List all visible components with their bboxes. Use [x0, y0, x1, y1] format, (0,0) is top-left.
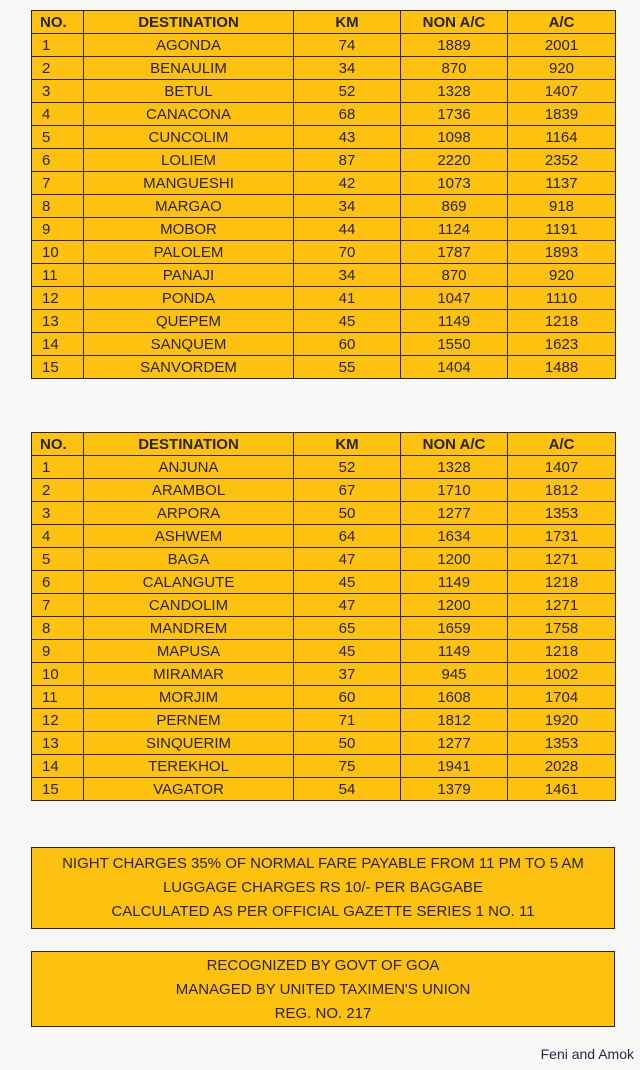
km-cell: 45	[294, 571, 401, 594]
header-ac: A/C	[508, 11, 616, 34]
north-fare-table	[31, 432, 616, 801]
non-ac-fare-cell: 945	[401, 663, 508, 686]
non-ac-fare-cell: 1550	[401, 333, 508, 356]
table-row	[32, 356, 616, 379]
row-number: 11	[32, 264, 84, 287]
destination-cell: ARAMBOL	[84, 479, 294, 502]
table-row	[32, 525, 616, 548]
table-row	[32, 218, 616, 241]
ac-fare-cell: 1488	[508, 356, 616, 379]
km-cell: 41	[294, 287, 401, 310]
destination-cell: MAPUSA	[84, 640, 294, 663]
destination-cell: MANGUESHI	[84, 172, 294, 195]
destination-cell: LOLIEM	[84, 149, 294, 172]
ac-fare-cell: 2352	[508, 149, 616, 172]
non-ac-fare-cell: 1710	[401, 479, 508, 502]
km-cell: 47	[294, 594, 401, 617]
destination-cell: PALOLEM	[84, 241, 294, 264]
header-no: NO.	[32, 433, 84, 456]
km-cell: 71	[294, 709, 401, 732]
row-number: 14	[32, 755, 84, 778]
km-cell: 37	[294, 663, 401, 686]
non-ac-fare-cell: 1277	[401, 732, 508, 755]
table-row	[32, 310, 616, 333]
table-row	[32, 709, 616, 732]
destination-cell: SANQUEM	[84, 333, 294, 356]
ac-fare-cell: 1407	[508, 456, 616, 479]
destination-cell: PERNEM	[84, 709, 294, 732]
km-cell: 34	[294, 57, 401, 80]
table-row	[32, 732, 616, 755]
ac-fare-cell: 1164	[508, 126, 616, 149]
km-cell: 34	[294, 264, 401, 287]
km-cell: 45	[294, 310, 401, 333]
ac-fare-cell: 1137	[508, 172, 616, 195]
ac-fare-cell: 1353	[508, 732, 616, 755]
table-row	[32, 571, 616, 594]
destination-cell: ASHWEM	[84, 525, 294, 548]
gazette-text: CALCULATED AS PER OFFICIAL GAZETTE SERIES 1 NO. 11	[111, 903, 535, 920]
row-number: 5	[32, 548, 84, 571]
non-ac-fare-cell: 1379	[401, 778, 508, 801]
non-ac-fare-cell: 1149	[401, 640, 508, 663]
non-ac-fare-cell: 1124	[401, 218, 508, 241]
destination-cell: BETUL	[84, 80, 294, 103]
table-row	[32, 172, 616, 195]
km-cell: 43	[294, 126, 401, 149]
destination-cell: CALANGUTE	[84, 571, 294, 594]
ac-fare-cell: 1623	[508, 333, 616, 356]
destination-cell: MOBOR	[84, 218, 294, 241]
row-number: 12	[32, 287, 84, 310]
table-header-row	[32, 433, 616, 456]
table-row	[32, 195, 616, 218]
ac-fare-cell: 1271	[508, 594, 616, 617]
credit-text: Feni and Amok	[540, 1046, 634, 1062]
destination-cell: QUEPEM	[84, 310, 294, 333]
destination-cell: PANAJI	[84, 264, 294, 287]
non-ac-fare-cell: 869	[401, 195, 508, 218]
km-cell: 44	[294, 218, 401, 241]
recognition-text: RECOGNIZED BY GOVT OF GOA	[206, 957, 440, 974]
ac-fare-cell: 1731	[508, 525, 616, 548]
row-number: 8	[32, 617, 84, 640]
ac-fare-cell: 1839	[508, 103, 616, 126]
non-ac-fare-cell: 1787	[401, 241, 508, 264]
row-number: 8	[32, 195, 84, 218]
table-row	[32, 594, 616, 617]
charges-note-box	[31, 847, 615, 929]
table-row	[32, 103, 616, 126]
km-cell: 50	[294, 502, 401, 525]
header-km: KM	[294, 11, 401, 34]
table-row	[32, 502, 616, 525]
km-cell: 74	[294, 34, 401, 57]
row-number: 3	[32, 80, 84, 103]
km-cell: 60	[294, 686, 401, 709]
non-ac-fare-cell: 1200	[401, 548, 508, 571]
non-ac-fare-cell: 1149	[401, 571, 508, 594]
non-ac-fare-cell: 1200	[401, 594, 508, 617]
km-cell: 65	[294, 617, 401, 640]
table-row	[32, 333, 616, 356]
ac-fare-cell: 1893	[508, 241, 616, 264]
destination-cell: SANVORDEM	[84, 356, 294, 379]
ac-fare-cell: 1218	[508, 571, 616, 594]
non-ac-fare-cell: 1073	[401, 172, 508, 195]
table-row	[32, 456, 616, 479]
destination-cell: MARGAO	[84, 195, 294, 218]
ac-fare-cell: 918	[508, 195, 616, 218]
table-row	[32, 80, 616, 103]
non-ac-fare-cell: 1149	[401, 310, 508, 333]
row-number: 14	[32, 333, 84, 356]
table-row	[32, 548, 616, 571]
table-row	[32, 617, 616, 640]
row-number: 9	[32, 640, 84, 663]
row-number: 9	[32, 218, 84, 241]
table-row	[32, 241, 616, 264]
table-row	[32, 264, 616, 287]
destination-cell: ANJUNA	[84, 456, 294, 479]
destination-cell: CANACONA	[84, 103, 294, 126]
table-header-row	[32, 11, 616, 34]
km-cell: 75	[294, 755, 401, 778]
destination-cell: ARPORA	[84, 502, 294, 525]
row-number: 6	[32, 571, 84, 594]
ac-fare-cell: 920	[508, 264, 616, 287]
ac-fare-cell: 1461	[508, 778, 616, 801]
table-row	[32, 778, 616, 801]
table-row	[32, 57, 616, 80]
table-row	[32, 755, 616, 778]
km-cell: 34	[294, 195, 401, 218]
destination-cell: CUNCOLIM	[84, 126, 294, 149]
row-number: 1	[32, 34, 84, 57]
header-destination: DESTINATION	[84, 11, 294, 34]
row-number: 3	[32, 502, 84, 525]
non-ac-fare-cell: 870	[401, 264, 508, 287]
row-number: 13	[32, 732, 84, 755]
night-charges-text: NIGHT CHARGES 35% OF NORMAL FARE PAYABLE FROM 11 PM TO 5 AM	[62, 855, 584, 872]
km-cell: 55	[294, 356, 401, 379]
table-row	[32, 34, 616, 57]
destination-cell: BENAULIM	[84, 57, 294, 80]
non-ac-fare-cell: 870	[401, 57, 508, 80]
row-number: 11	[32, 686, 84, 709]
non-ac-fare-cell: 1634	[401, 525, 508, 548]
south-fare-table	[31, 10, 616, 379]
km-cell: 45	[294, 640, 401, 663]
km-cell: 70	[294, 241, 401, 264]
ac-fare-cell: 920	[508, 57, 616, 80]
km-cell: 47	[294, 548, 401, 571]
non-ac-fare-cell: 2220	[401, 149, 508, 172]
header-km: KM	[294, 433, 401, 456]
row-number: 5	[32, 126, 84, 149]
km-cell: 52	[294, 80, 401, 103]
ac-fare-cell: 1704	[508, 686, 616, 709]
table-row	[32, 686, 616, 709]
ac-fare-cell: 1218	[508, 640, 616, 663]
row-number: 6	[32, 149, 84, 172]
km-cell: 42	[294, 172, 401, 195]
header-non-ac: NON A/C	[401, 433, 508, 456]
row-number: 1	[32, 456, 84, 479]
ac-fare-cell: 1271	[508, 548, 616, 571]
non-ac-fare-cell: 1736	[401, 103, 508, 126]
non-ac-fare-cell: 1404	[401, 356, 508, 379]
non-ac-fare-cell: 1328	[401, 456, 508, 479]
row-number: 15	[32, 778, 84, 801]
ac-fare-cell: 1407	[508, 80, 616, 103]
row-number: 4	[32, 525, 84, 548]
non-ac-fare-cell: 1941	[401, 755, 508, 778]
non-ac-fare-cell: 1047	[401, 287, 508, 310]
table-row	[32, 479, 616, 502]
row-number: 12	[32, 709, 84, 732]
table-row	[32, 149, 616, 172]
registration-text: REG. NO. 217	[274, 1005, 372, 1022]
luggage-charges-text: LUGGAGE CHARGES RS 10/- PER BAGGABE	[162, 879, 484, 896]
header-ac: A/C	[508, 433, 616, 456]
header-no: NO.	[32, 11, 84, 34]
destination-cell: MORJIM	[84, 686, 294, 709]
ac-fare-cell: 1191	[508, 218, 616, 241]
non-ac-fare-cell: 1889	[401, 34, 508, 57]
destination-cell: MANDREM	[84, 617, 294, 640]
km-cell: 68	[294, 103, 401, 126]
destination-cell: AGONDA	[84, 34, 294, 57]
header-destination: DESTINATION	[84, 433, 294, 456]
table-row	[32, 126, 616, 149]
km-cell: 54	[294, 778, 401, 801]
row-number: 4	[32, 103, 84, 126]
ac-fare-cell: 2028	[508, 755, 616, 778]
ac-fare-cell: 1758	[508, 617, 616, 640]
ac-fare-cell: 1812	[508, 479, 616, 502]
km-cell: 67	[294, 479, 401, 502]
ac-fare-cell: 1218	[508, 310, 616, 333]
km-cell: 64	[294, 525, 401, 548]
destination-cell: SINQUERIM	[84, 732, 294, 755]
table-row	[32, 640, 616, 663]
ac-fare-cell: 1353	[508, 502, 616, 525]
table-row	[32, 663, 616, 686]
row-number: 2	[32, 57, 84, 80]
ac-fare-cell: 1920	[508, 709, 616, 732]
row-number: 7	[32, 172, 84, 195]
union-text: MANAGED BY UNITED TAXIMEN'S UNION	[175, 981, 471, 998]
non-ac-fare-cell: 1098	[401, 126, 508, 149]
row-number: 15	[32, 356, 84, 379]
destination-cell: TEREKHOL	[84, 755, 294, 778]
row-number: 2	[32, 479, 84, 502]
km-cell: 50	[294, 732, 401, 755]
destination-cell: MIRAMAR	[84, 663, 294, 686]
header-non-ac: NON A/C	[401, 11, 508, 34]
km-cell: 52	[294, 456, 401, 479]
destination-cell: PONDA	[84, 287, 294, 310]
destination-cell: CANDOLIM	[84, 594, 294, 617]
non-ac-fare-cell: 1659	[401, 617, 508, 640]
non-ac-fare-cell: 1277	[401, 502, 508, 525]
row-number: 7	[32, 594, 84, 617]
ac-fare-cell: 1110	[508, 287, 616, 310]
row-number: 13	[32, 310, 84, 333]
ac-fare-cell: 2001	[508, 34, 616, 57]
non-ac-fare-cell: 1328	[401, 80, 508, 103]
table-row	[32, 287, 616, 310]
row-number: 10	[32, 241, 84, 264]
destination-cell: BAGA	[84, 548, 294, 571]
destination-cell: VAGATOR	[84, 778, 294, 801]
km-cell: 87	[294, 149, 401, 172]
non-ac-fare-cell: 1812	[401, 709, 508, 732]
km-cell: 60	[294, 333, 401, 356]
union-note-box	[31, 951, 615, 1027]
row-number: 10	[32, 663, 84, 686]
ac-fare-cell: 1002	[508, 663, 616, 686]
non-ac-fare-cell: 1608	[401, 686, 508, 709]
